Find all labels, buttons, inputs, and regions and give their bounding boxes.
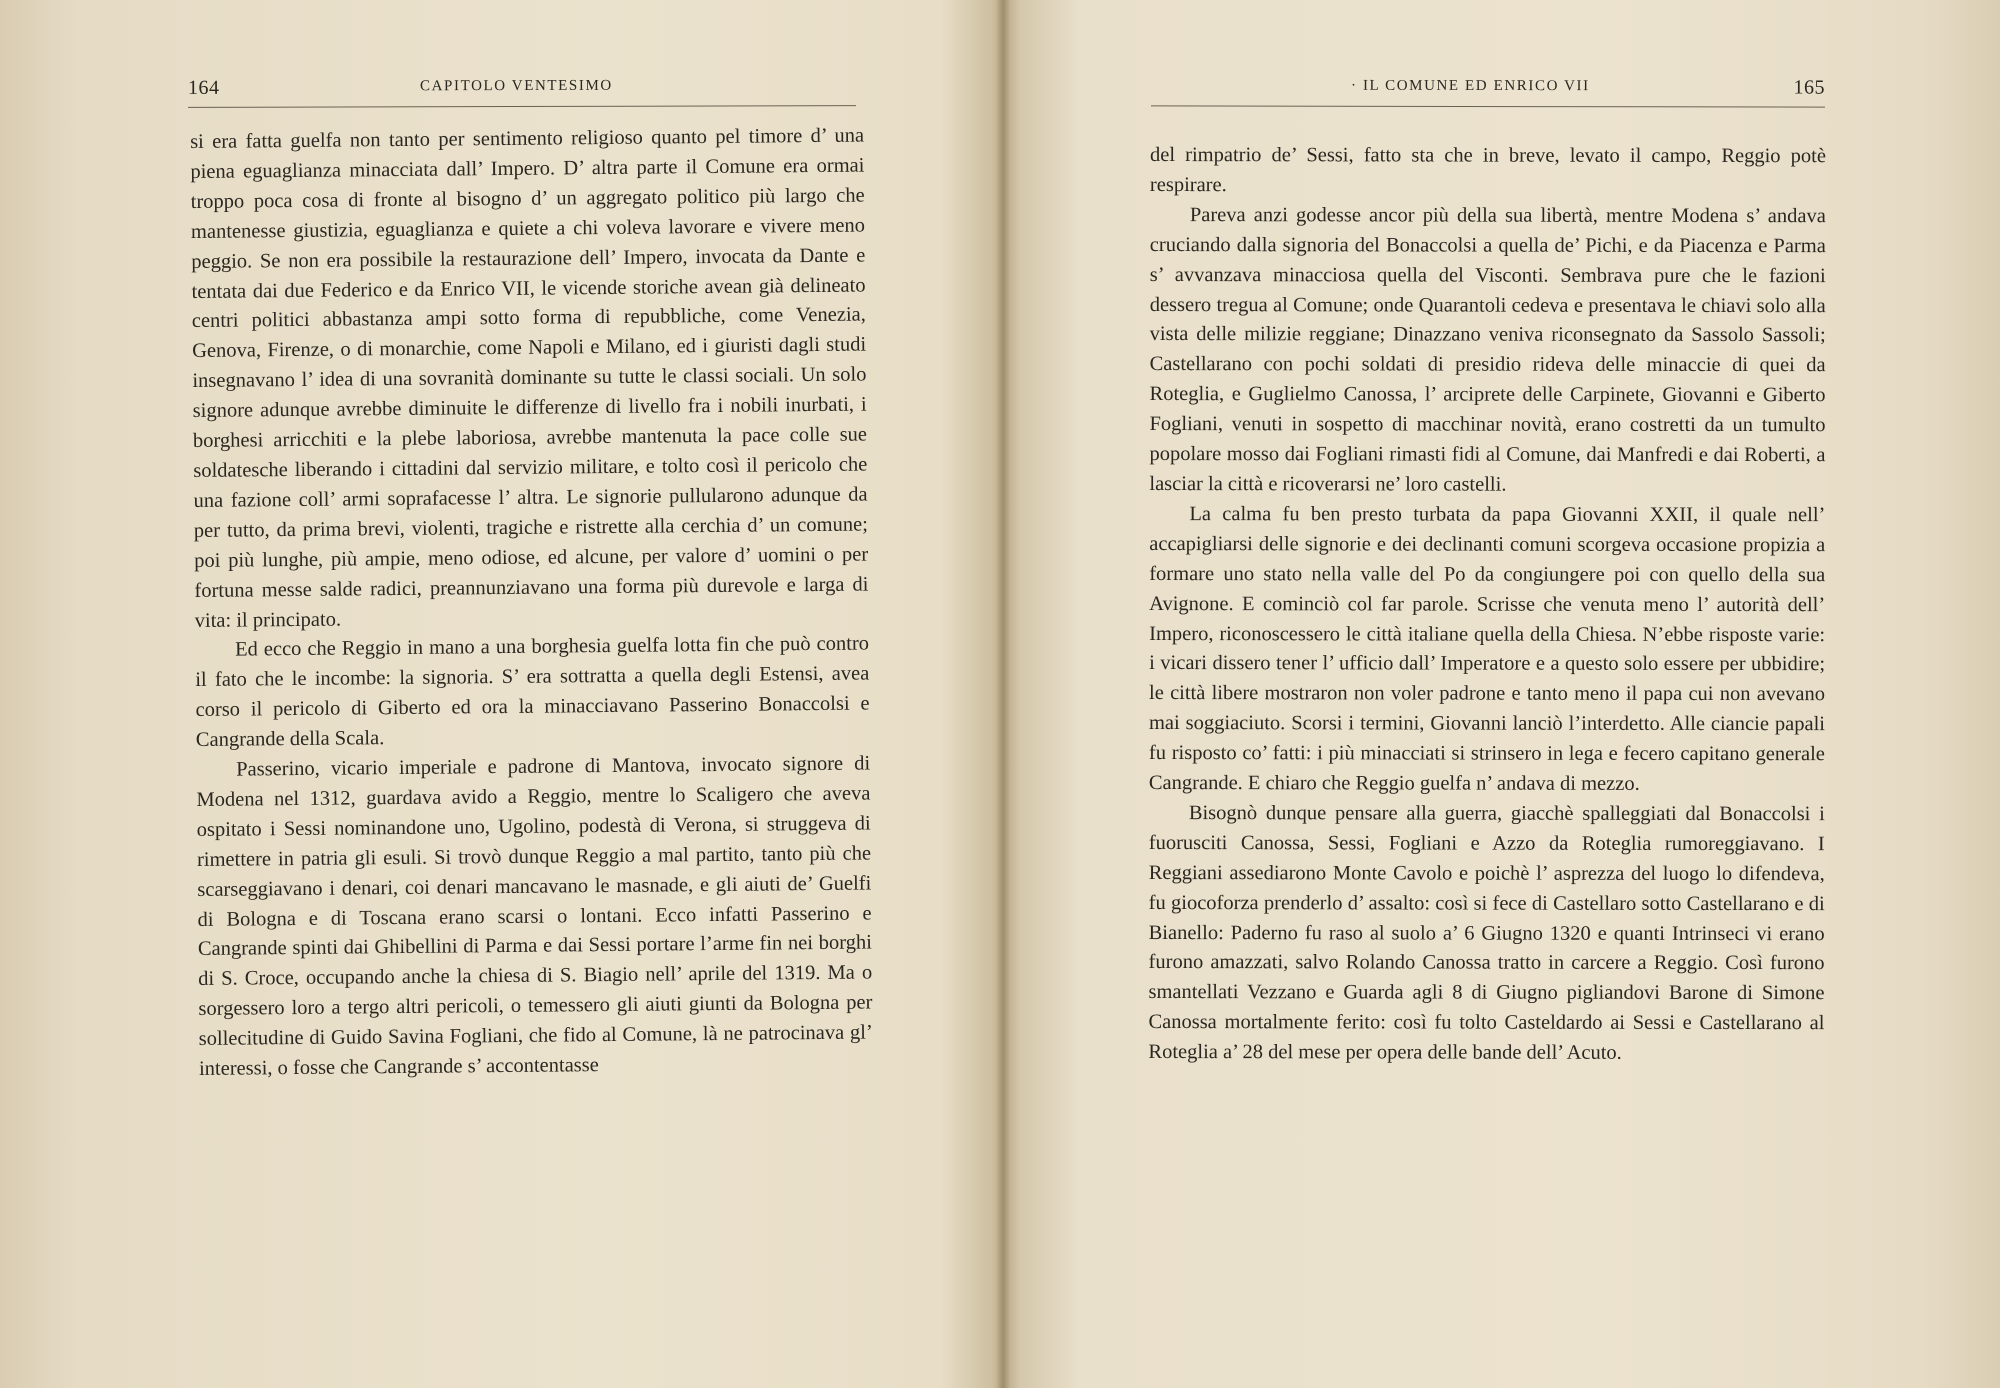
left-page-body [190, 122, 873, 1085]
right-page [1002, 0, 2000, 1388]
left-paragraph-2: Ed ecco che Reggio in mano a una borghesia guelfa lotta fin che può contro il fato che le incombe: la signoria. S’ era sottratta a quella degli Estensi, avea corso il pericolo di Giberto ed ora la minacciavano Passerino Bonaccolsi e Cangrande della Scala. [195, 632, 870, 752]
right-page-number: 165 [1793, 76, 1826, 99]
left-paragraph-1: si era fatta guelfa non tanto per sentimento religioso quanto pel timore d’ una piena eguaglianza minacciata dall’ Impero. D’ altra parte il Comune era ormai troppo poca cosa di fronte al bisogno d’ un aggregato politico più largo che mantenesse giustizia, eguaglianza e quiete a chi voleva lavorare e vivere meno peggio. Se non era possibile la restaurazione dell’ Impero, invocata da Dante e tentata dai due Federico e da Enrico VII, le vicende storiche avean già delineato centri politici abbastanza ampi sotto forma di repubbliche, come Venezia, Genova, Firenze, o di monarchie, come Napoli e Milano, ed i giuristi dagli studi insegnavano l’ idea di una sovranità dominante su tutte le classi sociali. Un solo signore adunque avrebbe diminuite le differenze di livello fra i nobili inurbati, i borghesi arricchiti e la plebe laboriosa, avrebbe mantenuta la pace colle sue soldatesche liberando i cittadini dal servizio militare, e tolto così il pericolo che una fazione coll’ armi soprafacesse l’ altra. Le signorie pullularono adunque da per tutto, da prima brevi, violenti, tragiche e ristrette alla cerchia d’ un comune; poi più lunghe, più ampie, meno odiose, ed alcune, per valore d’ uomini o per fortuna messe salde radici, preannunziavano una forma più durevole e larga di vita: il principato. [190, 124, 869, 632]
right-paragraph-4: Bisognò dunque pensare alla guerra, giacchè spalleggiati dal Bonaccolsi i fuorusciti Canossa, Sessi, Fogliani e Azzo da Roteglia rumoreggiavano. I Reggiani assediarono Monte Cavolo e poichè l’ asprezza del luogo lo difendeva, fu giocoforza prenderlo d’ assalto: così si fece di Castellaro sotto Castellarano e di Bianello: Paderno fu raso al suolo a’ 6 Giugno 1320 e quanti Intrinseci vi erano furono amazzati, salvo Rolando Canossa tratto in carcere a Reggio. Così furono smantellati Vezzano e Guarda agli 8 di Giugno pigliandovi Barone di Simone Canossa mortalmente ferito: così fu tolto Casteldardo ai Sessi e Castellarano al Roteglia a’ 28 del mese per opera delle bande dell’ Acuto. [1148, 802, 1825, 1065]
left-running-head: CAPITOLO VENTESIMO [419, 77, 613, 95]
right-paragraph-3: La calma fu ben presto turbata da papa Giovanni XXII, il quale nell’ accapigliarsi delle signorie e dei declinanti comuni scorgeva occasione propizia a formare uno stato nella valle del Po da congiungere poi con quello della sua Avignone. E cominciò col far parole. Scrisse che venuta meno l’ autorità dell’ Impero, riconoscessero le città italiane quella della Chiesa. N’ebbe risposte varie: i vicari dissero tener l’ ufficio dall’ Imperatore e a questo solo essere per ubbidire; le città libere mostraron non voler padrone e tanto meno il papa cui non avevano mai soggiaciuto. Scorsi i termini, Giovanni lanciò l’interdetto. Alle ciancie papali fu risposto co’ fatti: i più minacciati si strinsero in lega e fecero capitano generale Cangrande. E chiaro che Reggio guelfa n’ andava di mezzo. [1148, 502, 1826, 795]
right-paragraph-1: del rimpatrio de’ Sessi, fatto sta che in breve, levato il campo, Reggio potè respirare. [1149, 144, 1826, 197]
left-paragraph-3: Passerino, vicario imperiale e padrone di Mantova, invocato signore di Modena nel 1312, guardava avido a Reggio, mentre lo Scaligero che aveva ospitato i Sessi nominandone uno, Ugolino, podestà di Verona, si struggeva di rimettere in patria gli esuli. Si trovò dunque Reggio a mal partito, tanto più che scarseggiavano i denari, coi denari mancavano le masnade, e gli aiuti de’ Guelfi di Bologna e di Toscana erano scarsi o lontani. Ecco infatti Passerino e Cangrande spinti dai Ghibellini di Parma e dai Sessi portare l’arme fin nei borghi di S. Croce, occupando anche la chiesa di S. Biagio nell’ aprile del 1319. Ma o sorgessero loro a tergo altri pericoli, o temessero gli aiuti giunti da Bologna per sollecitudine di Guido Savina Fogliani, che fido al Comune, là ne patrocinava gl’ interessi, o fosse che Cangrande s’ accontentasse [196, 752, 873, 1081]
right-paragraph-2: Pareva anzi godesse ancor più della sua libertà, mentre Modena s’ andava cruciando dalla signoria del Bonaccolsi a quella de’ Pichi, e da Piacenza e Parma s’ avvanzava minacciosa quella del Visconti. Sembrava pure che le fazioni dessero tregua al Comune; onde Quarantoli cedeva e presentava le chiavi solo alla vista delle milizie reggiane; Dinazzano veniva riconsegnato da Sassolo Sassoli; Castellarano con pochi soldati di presidio rideva delle minaccie di quei da Roteglia, e Guglielmo Canossa, l’ arciprete delle Carpinete, Giovanni e Giberto Fogliani, venuti in sospetto di macchinar novità, erano costretti da un tumulto popolare mosso dai Fogliani rimasti fidi al Comune, dai Manfredi e dai Roberti, a lasciar la città e ricoverarsi ne’ loro castelli. [1149, 203, 1826, 496]
right-page-header [1151, 71, 1825, 107]
right-page-body [1148, 141, 1826, 1069]
left-page [0, 0, 998, 1388]
right-running-head: · IL COMUNE ED ENRICO VII [1350, 77, 1590, 95]
left-page-number: 164 [187, 76, 220, 99]
left-page-header [188, 71, 856, 108]
